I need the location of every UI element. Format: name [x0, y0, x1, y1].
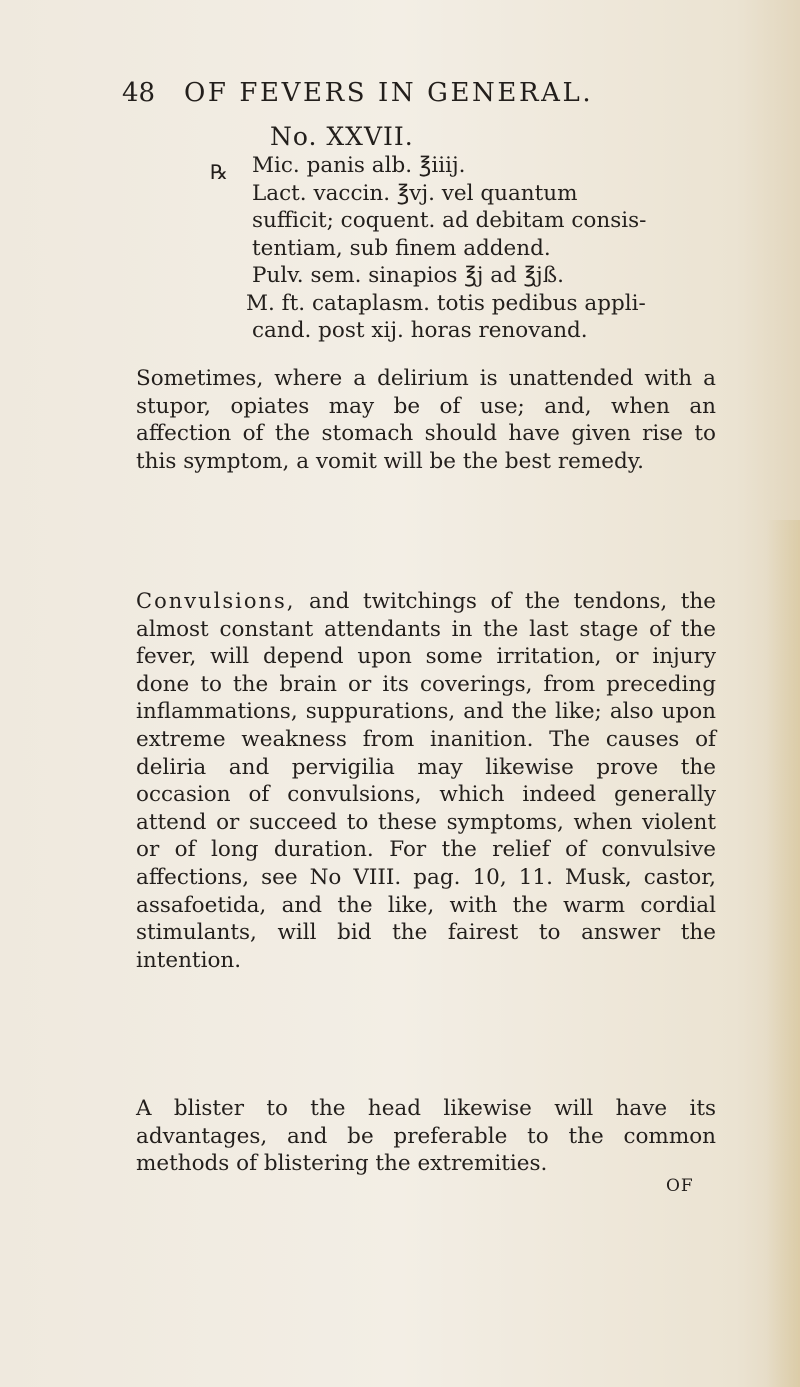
recipe-line: Mic. panis alb. ℥iiij. [252, 153, 466, 178]
recipe-number: No. XXVII. [270, 122, 414, 151]
recipe-line: cand. post xij. horas renovand. [252, 318, 588, 343]
recipe-block [246, 152, 772, 345]
paragraph-body: and twitchings of the tendons, the almost constant attendants in the last stage of the fever, will depend upon some irritation, or injury done to the brain or its coverings, from preceding inflammations, suppurations, and the like; also upon extreme weakness from inanition. The causes of deliria and pervigilia may likewise prove the occasion of convulsions, which indeed generally attend or succeed to these symptoms, when violent or of long duration. For the relief of convulsive affections, see No VIII. pag. 10, 11. Musk, castor, assafoetida, and the like, with the warm cordial stimulants, will bid the fairest to answer the intention. [136, 589, 716, 973]
paragraph-text [136, 588, 716, 974]
running-head [122, 78, 682, 108]
paragraph-convulsions [136, 588, 716, 974]
paragraph-blister [136, 1095, 716, 1178]
recipe-line: tentiam, sub finem addend. [252, 235, 551, 261]
section-lead-word: Convulsions, [136, 589, 296, 613]
paragraph-text: A blister to the head likewise will have its advantages, and be preferable to the common methods of blistering the extremities. [136, 1096, 716, 1177]
recipe-line: sufficit; coquent. ad debitam consis- [252, 208, 647, 233]
paper-edge-stain [766, 520, 800, 1387]
recipe-line: Lact. vaccin. ℥vj. vel quantum [252, 180, 578, 206]
paragraph-text: Sometimes, where a delirium is unattended with a stupor, opiates may be of use; and, when an affection of the stomach should have given rise to this symptom, a vomit will be the best remedy. [136, 366, 716, 474]
rx-symbol: ℞ [210, 160, 228, 184]
recipe-line: Pulv. sem. sinapios ℥j ad ℥jß. [252, 263, 564, 288]
page-title: OF FEVERS IN GENERAL. [183, 78, 594, 108]
page-number: 48 [122, 78, 156, 108]
catchword: OF [666, 1176, 694, 1196]
recipe-line: M. ft. cataplasm. totis pedibus appli- [246, 290, 646, 316]
paragraph-delirium [136, 365, 716, 475]
